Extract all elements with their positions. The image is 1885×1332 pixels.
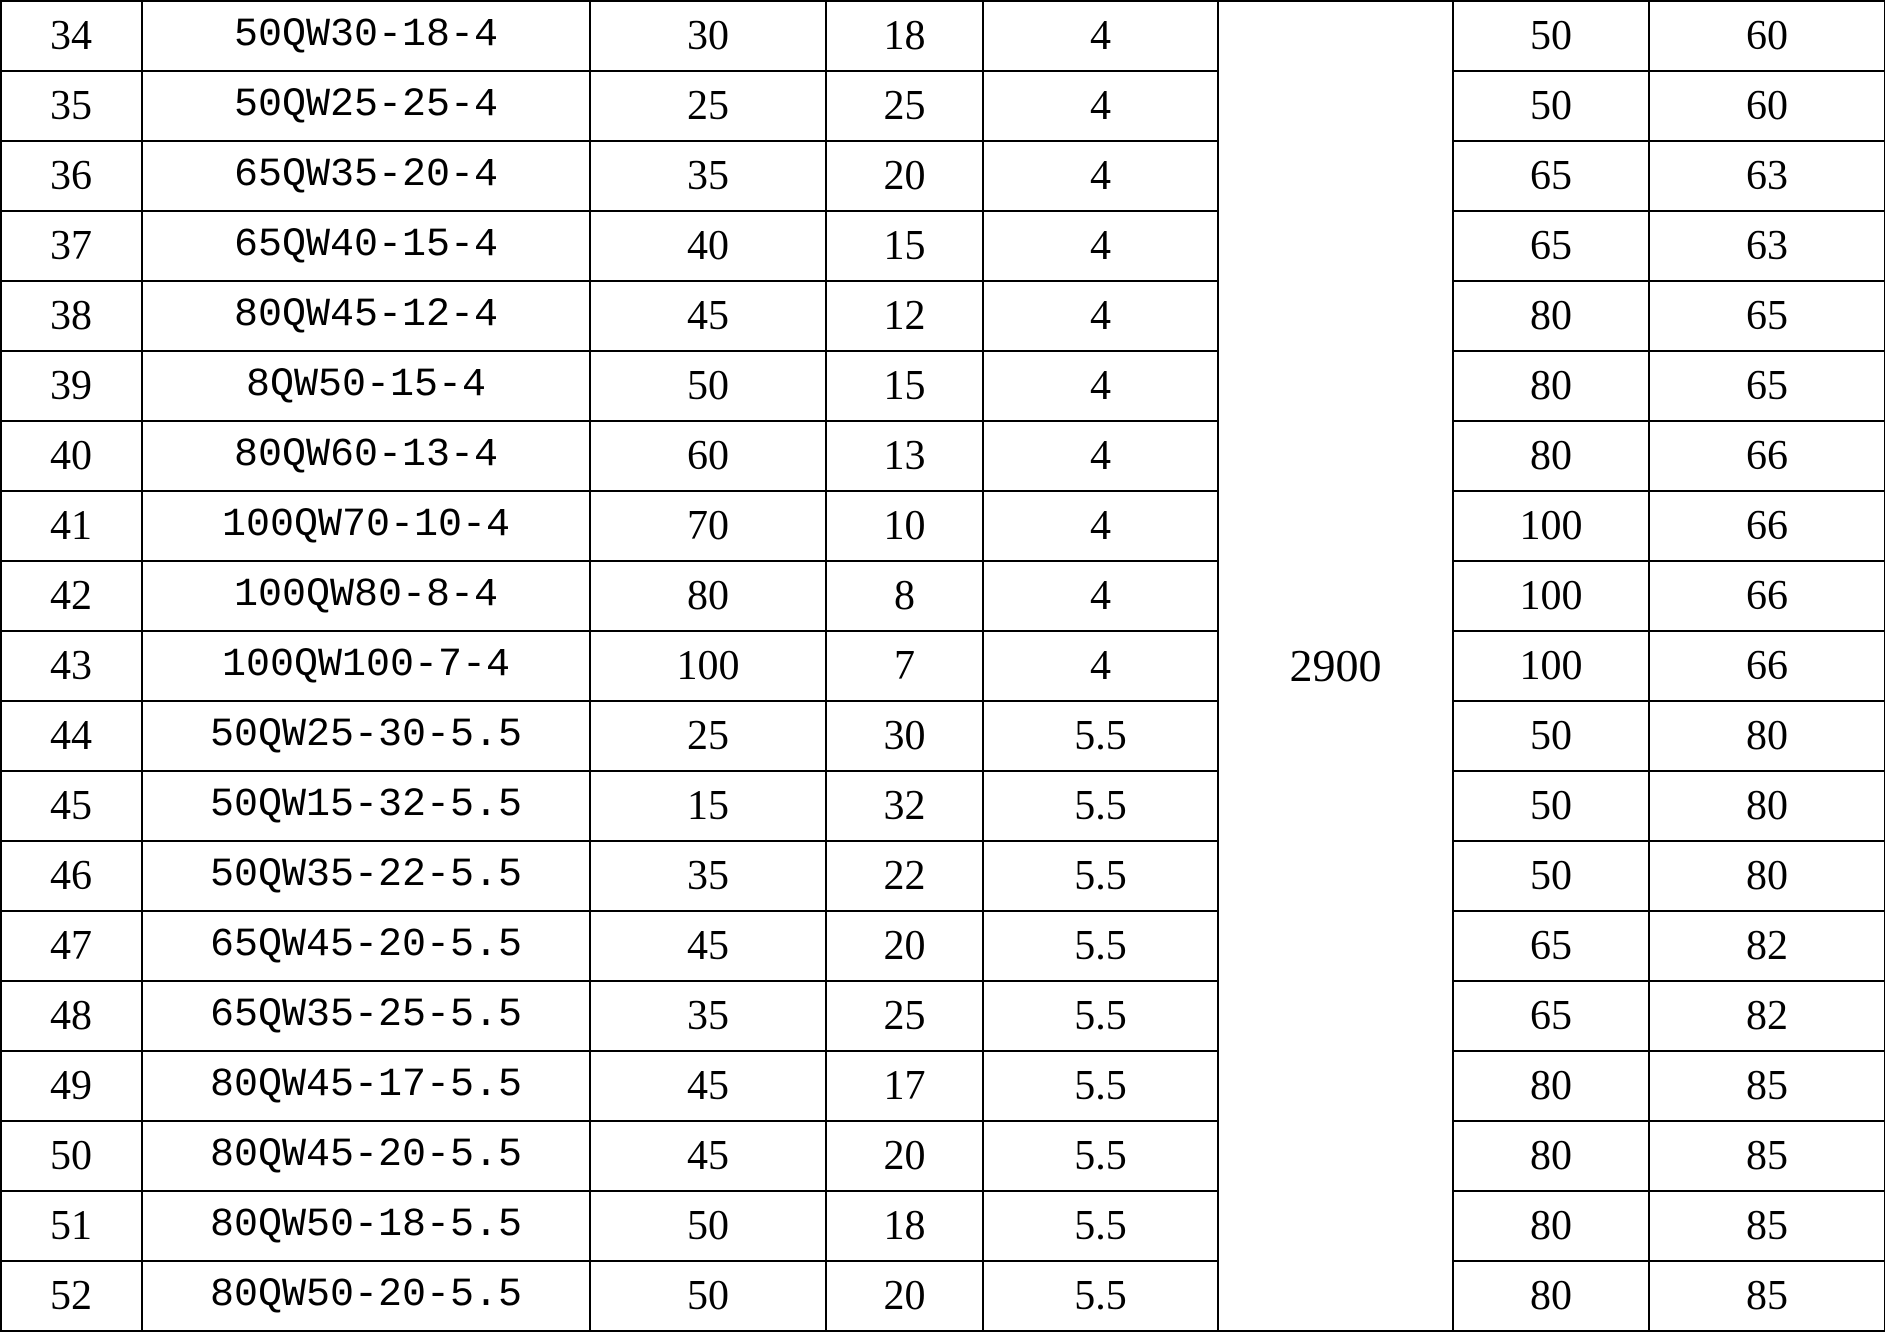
cell-head: 20 [826,1121,983,1191]
cell-diameter: 50 [1453,841,1649,911]
cell-model: 50QW25-25-4 [142,71,590,141]
cell-head: 30 [826,701,983,771]
cell-diameter: 65 [1453,981,1649,1051]
cell-flow: 50 [590,1261,826,1331]
cell-number: 41 [1,491,142,561]
table-row [1,281,1885,351]
cell-power: 4 [983,71,1218,141]
cell-weight: 65 [1649,351,1885,421]
cell-model: 65QW35-20-4 [142,141,590,211]
cell-diameter: 50 [1453,1,1649,71]
cell-diameter: 80 [1453,281,1649,351]
table-row [1,1,1885,71]
table-row [1,1191,1885,1261]
cell-weight: 66 [1649,631,1885,701]
cell-number: 39 [1,351,142,421]
cell-number: 49 [1,1051,142,1121]
table-body [1,1,1885,1331]
cell-model: 50QW25-30-5.5 [142,701,590,771]
cell-weight: 65 [1649,281,1885,351]
table-row [1,911,1885,981]
cell-flow: 40 [590,211,826,281]
table-row [1,141,1885,211]
cell-model: 65QW35-25-5.5 [142,981,590,1051]
cell-model: 8QW50-15-4 [142,351,590,421]
cell-diameter: 80 [1453,1121,1649,1191]
cell-number: 34 [1,1,142,71]
cell-diameter: 80 [1453,351,1649,421]
cell-number: 40 [1,421,142,491]
cell-diameter: 80 [1453,421,1649,491]
cell-flow: 45 [590,1051,826,1121]
cell-weight: 85 [1649,1121,1885,1191]
cell-power: 5.5 [983,911,1218,981]
cell-weight: 66 [1649,421,1885,491]
cell-speed: 2900 [1218,1,1453,1331]
cell-power: 5.5 [983,1191,1218,1261]
cell-weight: 80 [1649,771,1885,841]
table-row [1,631,1885,701]
cell-number: 50 [1,1121,142,1191]
cell-head: 13 [826,421,983,491]
cell-power: 5.5 [983,771,1218,841]
cell-head: 7 [826,631,983,701]
cell-flow: 45 [590,1121,826,1191]
cell-weight: 60 [1649,1,1885,71]
cell-power: 4 [983,491,1218,561]
cell-flow: 45 [590,911,826,981]
cell-flow: 80 [590,561,826,631]
cell-weight: 82 [1649,981,1885,1051]
cell-head: 22 [826,841,983,911]
cell-head: 20 [826,1261,983,1331]
cell-power: 5.5 [983,1261,1218,1331]
cell-model: 50QW15-32-5.5 [142,771,590,841]
cell-head: 18 [826,1,983,71]
cell-head: 25 [826,981,983,1051]
cell-head: 12 [826,281,983,351]
cell-head: 17 [826,1051,983,1121]
table-row [1,981,1885,1051]
cell-diameter: 50 [1453,701,1649,771]
cell-flow: 50 [590,1191,826,1261]
cell-diameter: 80 [1453,1051,1649,1121]
cell-power: 4 [983,141,1218,211]
cell-model: 65QW45-20-5.5 [142,911,590,981]
cell-weight: 63 [1649,141,1885,211]
cell-diameter: 80 [1453,1191,1649,1261]
cell-number: 44 [1,701,142,771]
cell-model: 100QW70-10-4 [142,491,590,561]
cell-weight: 66 [1649,491,1885,561]
cell-flow: 25 [590,701,826,771]
cell-power: 4 [983,211,1218,281]
cell-weight: 85 [1649,1191,1885,1261]
cell-weight: 80 [1649,841,1885,911]
cell-model: 100QW100-7-4 [142,631,590,701]
cell-model: 50QW30-18-4 [142,1,590,71]
cell-head: 8 [826,561,983,631]
cell-number: 43 [1,631,142,701]
cell-power: 4 [983,421,1218,491]
table-row [1,561,1885,631]
table-row [1,1121,1885,1191]
cell-head: 10 [826,491,983,561]
cell-head: 20 [826,141,983,211]
cell-flow: 35 [590,981,826,1051]
cell-diameter: 65 [1453,141,1649,211]
cell-number: 38 [1,281,142,351]
cell-number: 42 [1,561,142,631]
table-row [1,771,1885,841]
cell-weight: 85 [1649,1261,1885,1331]
cell-model: 80QW50-18-5.5 [142,1191,590,1261]
cell-flow: 100 [590,631,826,701]
cell-head: 15 [826,211,983,281]
cell-power: 4 [983,631,1218,701]
cell-power: 4 [983,281,1218,351]
table-row [1,491,1885,561]
cell-number: 48 [1,981,142,1051]
cell-power: 5.5 [983,701,1218,771]
table-row [1,421,1885,491]
table-row [1,701,1885,771]
cell-weight: 60 [1649,71,1885,141]
cell-number: 52 [1,1261,142,1331]
cell-diameter: 65 [1453,911,1649,981]
cell-flow: 15 [590,771,826,841]
cell-power: 4 [983,561,1218,631]
cell-power: 4 [983,351,1218,421]
cell-power: 5.5 [983,1051,1218,1121]
cell-weight: 66 [1649,561,1885,631]
cell-weight: 63 [1649,211,1885,281]
cell-number: 45 [1,771,142,841]
cell-head: 18 [826,1191,983,1261]
cell-number: 35 [1,71,142,141]
cell-power: 5.5 [983,981,1218,1051]
cell-flow: 30 [590,1,826,71]
cell-model: 80QW45-17-5.5 [142,1051,590,1121]
cell-model: 80QW45-12-4 [142,281,590,351]
cell-number: 51 [1,1191,142,1261]
cell-number: 36 [1,141,142,211]
cell-number: 46 [1,841,142,911]
table-row [1,1261,1885,1331]
cell-weight: 82 [1649,911,1885,981]
cell-diameter: 100 [1453,491,1649,561]
cell-weight: 85 [1649,1051,1885,1121]
cell-model: 80QW50-20-5.5 [142,1261,590,1331]
cell-diameter: 100 [1453,561,1649,631]
cell-flow: 25 [590,71,826,141]
cell-power: 4 [983,1,1218,71]
cell-flow: 70 [590,491,826,561]
cell-number: 37 [1,211,142,281]
cell-flow: 50 [590,351,826,421]
cell-model: 100QW80-8-4 [142,561,590,631]
cell-flow: 35 [590,841,826,911]
cell-diameter: 100 [1453,631,1649,701]
cell-flow: 45 [590,281,826,351]
table-row [1,71,1885,141]
cell-diameter: 65 [1453,211,1649,281]
cell-number: 47 [1,911,142,981]
cell-model: 80QW60-13-4 [142,421,590,491]
table-row [1,211,1885,281]
cell-flow: 60 [590,421,826,491]
cell-model: 50QW35-22-5.5 [142,841,590,911]
cell-diameter: 50 [1453,771,1649,841]
cell-diameter: 80 [1453,1261,1649,1331]
cell-power: 5.5 [983,1121,1218,1191]
table-row [1,841,1885,911]
cell-head: 15 [826,351,983,421]
table-row [1,1051,1885,1121]
cell-power: 5.5 [983,841,1218,911]
cell-model: 65QW40-15-4 [142,211,590,281]
cell-model: 80QW45-20-5.5 [142,1121,590,1191]
table-row [1,351,1885,421]
cell-diameter: 50 [1453,71,1649,141]
cell-head: 20 [826,911,983,981]
cell-head: 32 [826,771,983,841]
cell-head: 25 [826,71,983,141]
cell-flow: 35 [590,141,826,211]
cell-weight: 80 [1649,701,1885,771]
